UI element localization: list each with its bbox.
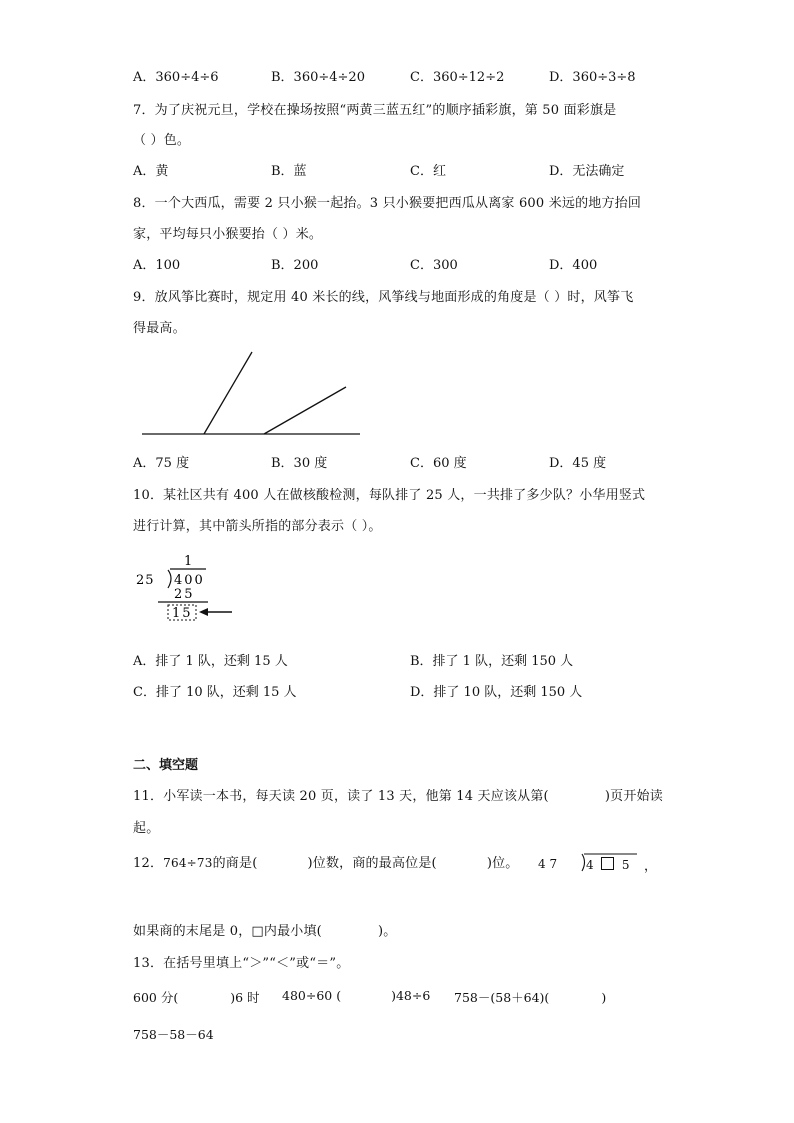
q13-item1-right: )6 时 [230,990,260,1005]
steep-kite-line [204,352,252,434]
q10-option-a[interactable]: A．排了 1 队，还剩 15 人 [133,654,288,669]
q6-option-d[interactable]: D．360÷3÷8 [549,70,636,85]
q9-stem-line1: 9．放风筝比赛时，规定用 40 米长的线，风筝线与地面形成的角度是（ ）时，风筝飞 [133,290,634,305]
q12-dividend-left: 4 [586,858,594,872]
division-divisor: 25 [136,573,155,588]
q10-stem-line2: 进行计算，其中箭头所指的部分表示（ ）。 [133,519,382,534]
q12-text-d: )位。 [486,856,519,871]
q10-option-b[interactable]: B．排了 1 队，还剩 150 人 [410,654,574,669]
q12-text-c: )位数，商的最高位是( [307,856,437,871]
q9-option-a[interactable]: A．75 度 [133,456,190,471]
q7-option-d[interactable]: D．无法确定 [549,164,625,179]
q12-expression: 764÷73 [163,856,213,870]
q12-division-dividend [586,857,630,872]
q10-option-d[interactable]: D．排了 10 队，还剩 150 人 [410,685,583,700]
q7-stem-line1: 7．为了庆祝元旦，学校在操场按照“两黄三蓝五红”的顺序插彩旗，第 50 面彩旗是 [133,103,617,118]
division-product: 25 [174,587,195,602]
q12-number: 12． [133,856,164,871]
q7-option-b[interactable]: B．蓝 [271,164,307,179]
q12-division-divisor: 4 7 [538,857,558,871]
q13-item1 [133,988,260,1006]
q12-division-bracket [582,854,585,871]
arrow-head-icon [199,608,208,616]
q12-text-b: 的商是( [212,856,258,871]
q9-option-b[interactable]: B．30 度 [271,456,328,471]
q7-stem-line2: （ ）色。 [133,133,191,148]
shallow-kite-line [264,387,346,434]
q13-item3 [454,988,606,1006]
q8-option-b[interactable]: B．200 [271,258,319,273]
division-bracket [168,570,171,588]
long-division-figure [132,548,242,626]
q11-text-a: 11．小军读一本书，每天读 20 页，读了 13 天，他第 14 天应该从第( [133,789,549,804]
section-title: 二、填空题 [133,758,199,773]
q13-item2-right: )48÷6 [391,988,431,1003]
q8-option-a[interactable]: A．100 [133,258,181,273]
kite-angle-figure [140,350,362,438]
q13-stem: 13．在括号里填上“＞”“＜”或“＝”。 [133,956,350,971]
q6-option-b[interactable]: B．360÷4÷20 [271,70,365,85]
q8-stem-line1: 8．一个大西瓜，需要 2 只小猴一起抬。3 只小猴要把西瓜从离家 600 米远的地方抬回 [133,196,642,211]
q13-item1-left: 600 分( [133,990,179,1005]
q10-option-c[interactable]: C．排了 10 队，还剩 15 人 [133,685,297,700]
q12-line2-text-a: 如果商的末尾是 0，□内最小填( [133,924,322,939]
q11-text-b: )页开始读 [604,789,663,804]
q6-option-c[interactable]: C．360÷12÷2 [410,70,505,85]
q10-stem-line1: 10．某社区共有 400 人在做核酸检测，每队排了 25 人，一共排了多少队？小华用竖式 [133,488,646,503]
q11-stem-line2: 起。 [133,821,160,836]
q12-missing-digit-box[interactable] [601,857,614,870]
q7-option-c[interactable]: C．红 [410,164,446,179]
q12-dividend-right: 5 [621,858,630,872]
q8-option-c[interactable]: C．300 [410,258,458,273]
division-quotient: 1 [184,554,193,569]
division-remainder: 15 [172,606,193,621]
q9-option-c[interactable]: C．60 度 [410,456,467,471]
q12-line2-text-b: )。 [377,924,397,939]
q12-comma: ， [644,859,658,874]
q12-stem-line2 [133,920,396,939]
q11-stem-line1 [133,785,663,804]
q12-stem-line1 [133,852,518,871]
division-dividend: 400 [174,573,205,588]
q13-item2 [282,988,430,1003]
q8-option-d[interactable]: D．400 [549,258,598,273]
q7-option-a[interactable]: A．黄 [133,164,169,179]
q13-item3-close: ) [601,990,607,1005]
q9-stem-line2: 得最高。 [133,321,186,336]
q13-item3-right: 758－58－64 [133,1027,214,1042]
q8-stem-line2: 家，平均每只小猴要抬（ ）米。 [133,227,323,242]
q6-option-a[interactable]: A．360÷4÷6 [133,70,219,85]
q9-option-d[interactable]: D．45 度 [549,456,607,471]
q13-item3-left: 758－(58＋64)( [454,990,550,1005]
q13-item2-left: 480÷60 ( [282,988,342,1003]
